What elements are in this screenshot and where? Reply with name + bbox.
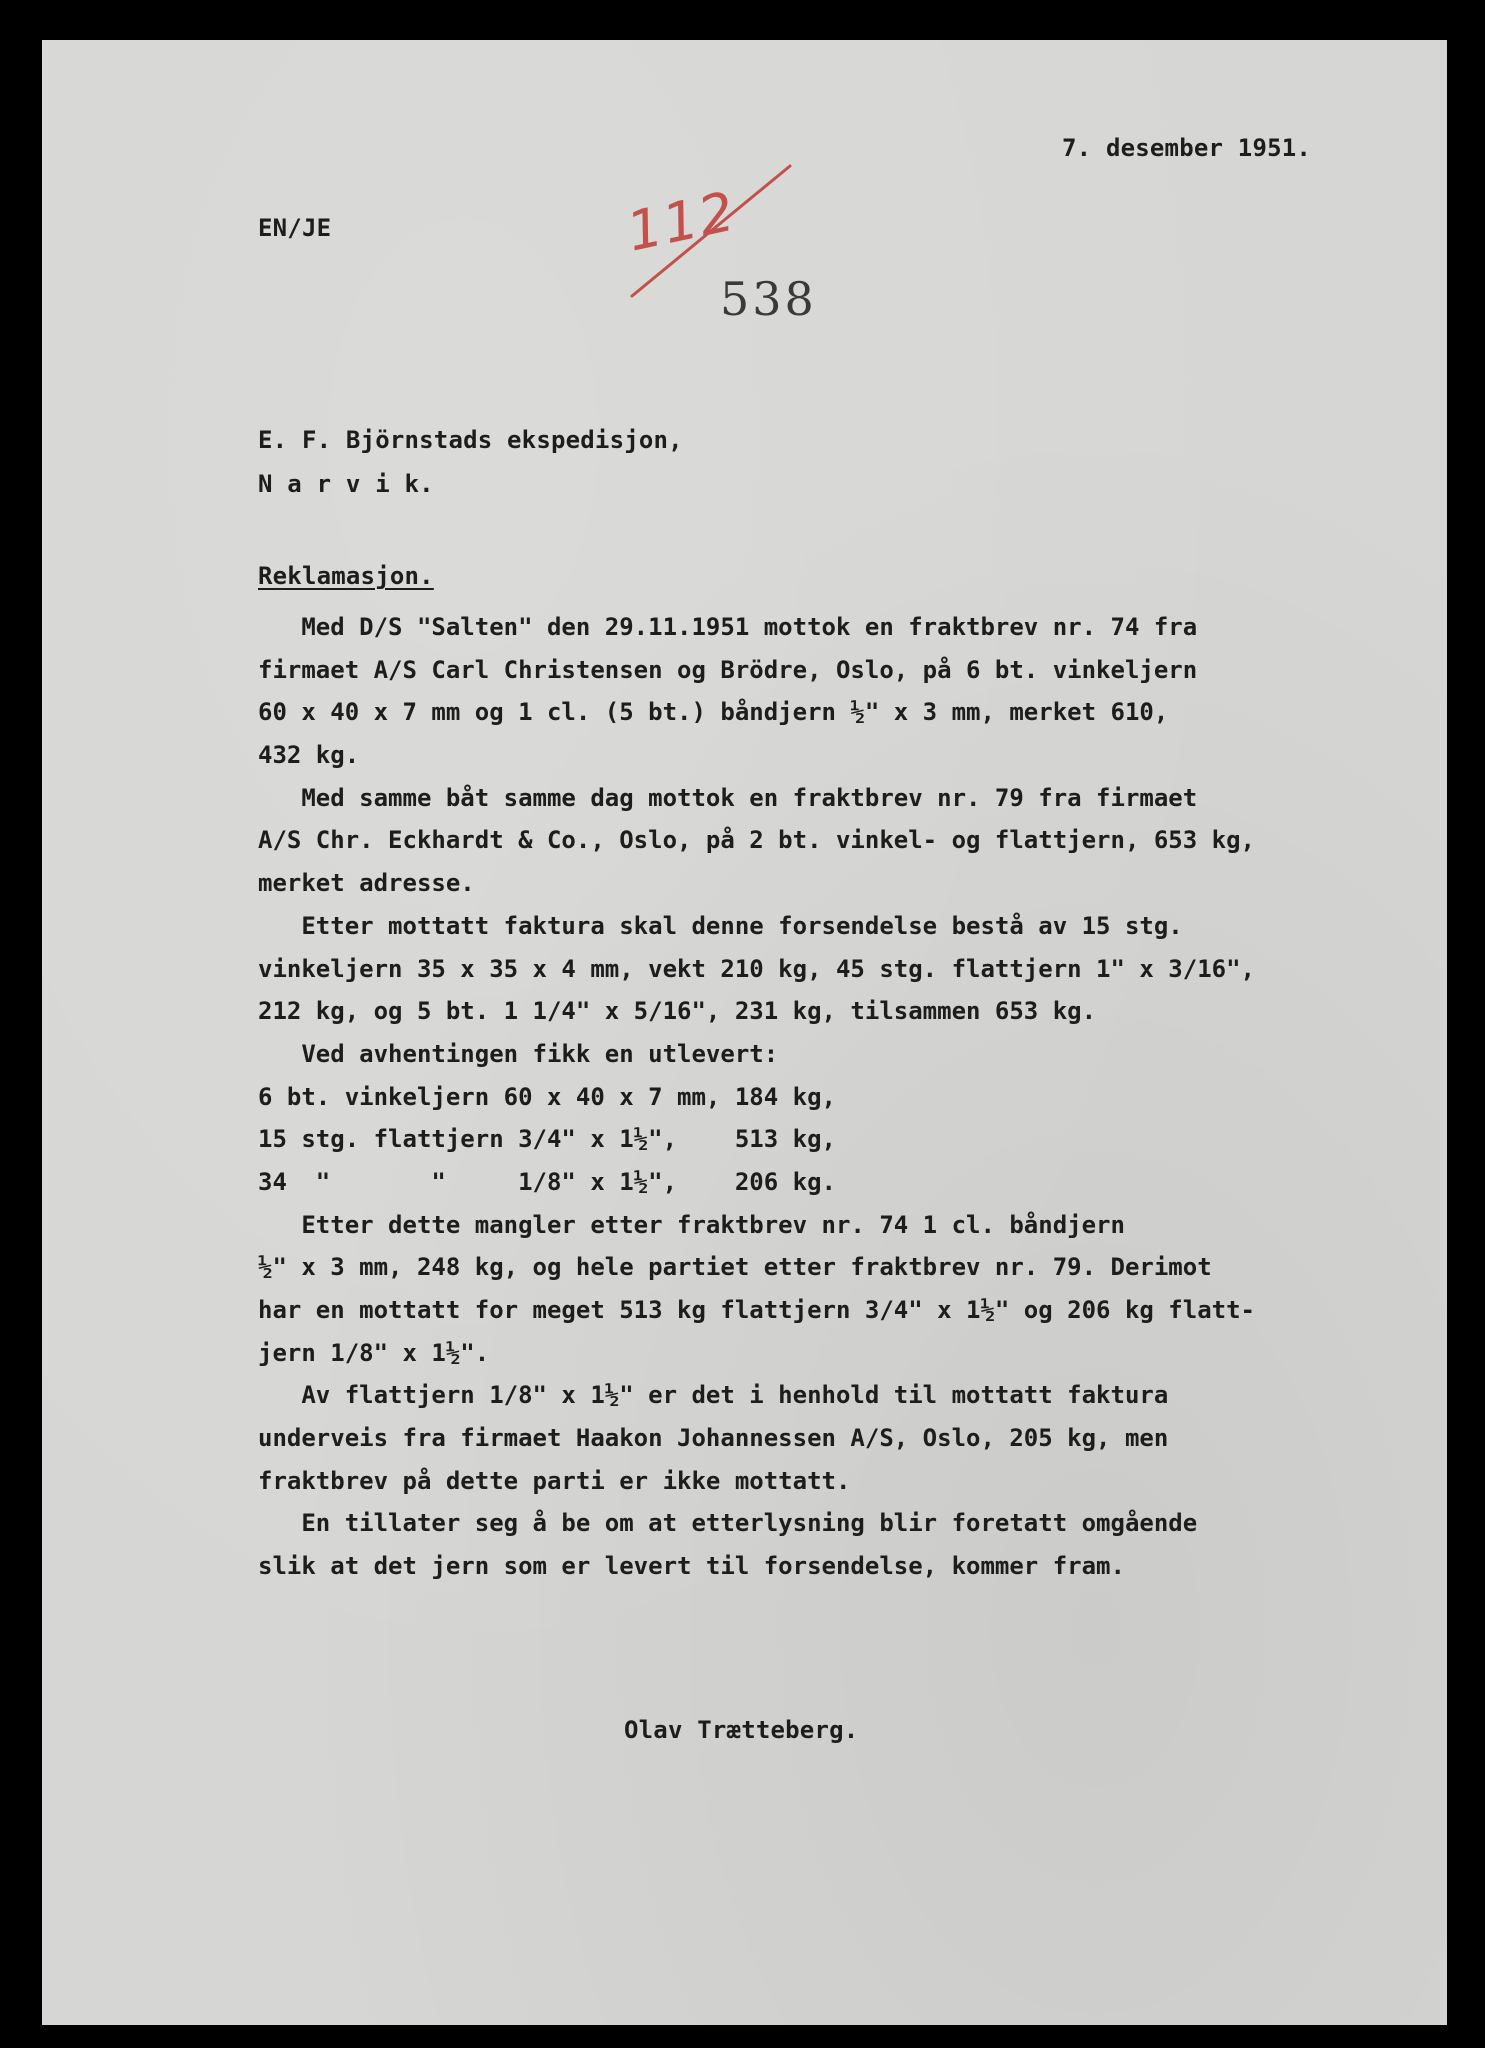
body-line: 15 stg. flattjern 3/4" x 1½", 513 kg, — [258, 1125, 836, 1154]
body-line: En tillater seg å be om at etterlysning blir foretatt omgående — [258, 1509, 1198, 1538]
body-line: har en mottatt for meget 513 kg flattjern 3/4" x 1½" og 206 kg flatt- — [258, 1296, 1255, 1324]
letter-date: 7. desember 1951. — [1062, 134, 1312, 162]
recipient-city: N a r v i k. — [258, 470, 434, 498]
red-pencil-slash — [42, 40, 1447, 440]
signature: Olav Trætteberg. — [624, 1716, 859, 1744]
body-line: Av flattjern 1/8" x 1½" er det i henhold til mottatt faktura — [258, 1381, 1169, 1410]
recipient-name: E. F. Björnstads ekspedisjon, — [258, 426, 683, 454]
body-line: Med samme båt samme dag mottok en fraktbrev nr. 79 fra firmaet — [258, 783, 1198, 812]
body-line: vinkeljern 35 x 35 x 4 mm, vekt 210 kg, 45 stg. flattjern 1" x 3/16", — [258, 954, 1255, 983]
body-line: Etter dette mangler etter fraktbrev nr. 74 1 cl. båndjern — [258, 1210, 1125, 1239]
body-line: A/S Chr. Eckhardt & Co., Oslo, på 2 bt. vinkel- og flattjern, 653 kg, — [258, 826, 1255, 855]
body-line: 6 bt. vinkeljern 60 x 40 x 7 mm, 184 kg, — [258, 1082, 836, 1111]
body-line: underveis fra firmaet Haakon Johannessen A/S, Oslo, 205 kg, men — [258, 1424, 1169, 1453]
reference-initials: EN/JE — [258, 214, 332, 242]
body-line: Ved avhentingen fikk en utlevert: — [258, 1039, 779, 1068]
body-line: ½" x 3 mm, 248 kg, og hele partiet etter fraktbrev nr. 79. Derimot — [258, 1253, 1212, 1282]
body-line: Med D/S "Salten" den 29.11.1951 mottok en fraktbrev nr. 74 fra — [258, 613, 1198, 641]
letter-body — [258, 606, 1408, 1588]
body-line: fraktbrev på dette parti er ikke mottatt. — [258, 1466, 851, 1495]
letter-page — [42, 40, 1447, 2025]
letter-subject: Reklamasjon. — [258, 562, 434, 590]
body-line: 60 x 40 x 7 mm og 1 cl. (5 bt.) båndjern ½" x 3 mm, merket 610, — [258, 698, 1169, 727]
body-line: 212 kg, og 5 bt. 1 1/4" x 5/16", 231 kg, tilsammen 653 kg. — [258, 997, 1097, 1026]
body-line: 34 " " 1/8" x 1½", 206 kg. — [258, 1167, 836, 1196]
body-line: firmaet A/S Carl Christensen og Brödre, Oslo, på 6 bt. vinkeljern — [258, 655, 1198, 684]
body-line: 432 kg. — [258, 741, 360, 770]
body-line: merket adresse. — [258, 869, 475, 898]
stamped-number: 538 — [720, 272, 817, 326]
body-line: slik at det jern som er levert til forsendelse, kommer fram. — [258, 1552, 1125, 1581]
handwritten-number: 112 — [621, 179, 742, 264]
body-line: jern 1/8" x 1½". — [258, 1338, 490, 1367]
body-line: Etter mottatt faktura skal denne forsendelse bestå av 15 stg. — [258, 911, 1183, 940]
